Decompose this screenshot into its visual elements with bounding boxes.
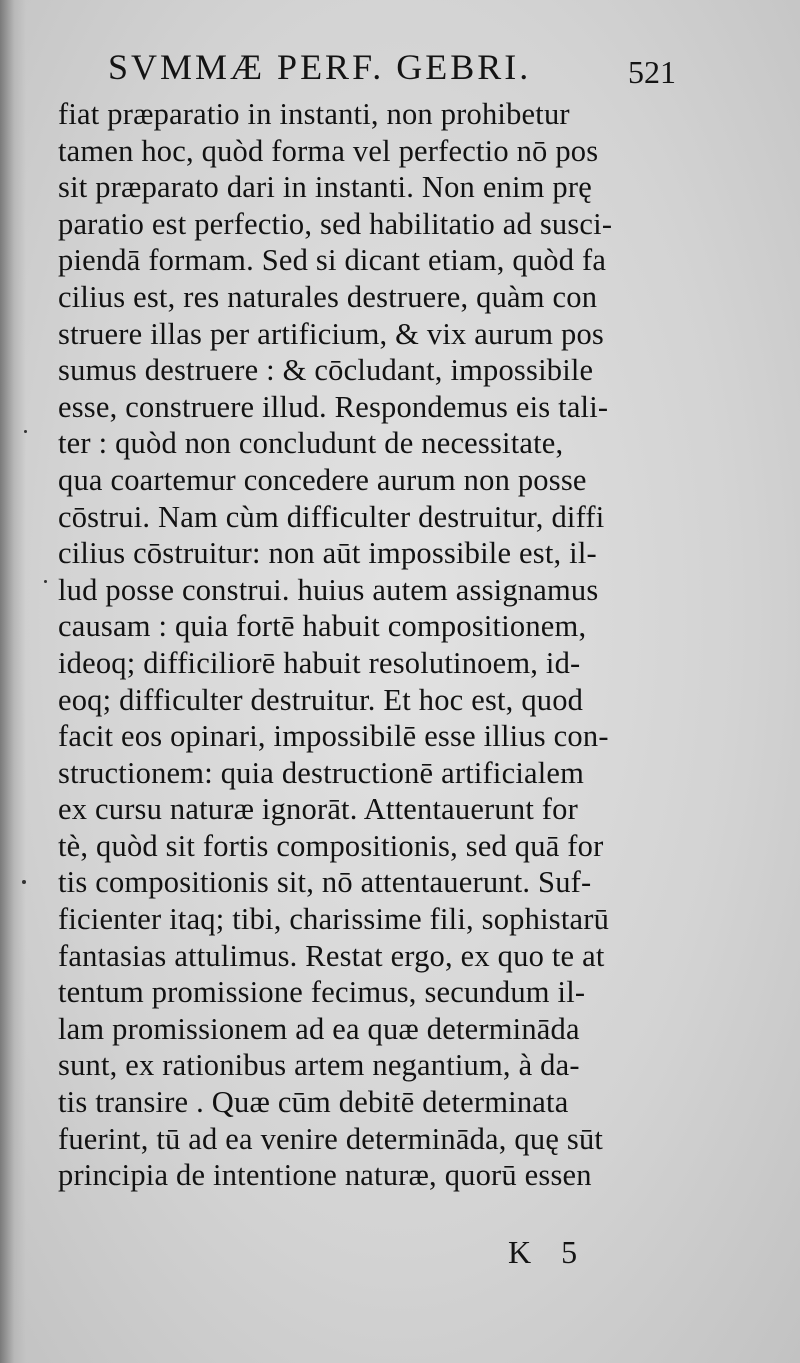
ink-speck: [24, 430, 27, 433]
ink-speck: [44, 580, 47, 583]
text-line: tamen hoc, quòd forma vel perfectio nō pos: [58, 133, 599, 168]
page-footer: [0, 1234, 800, 1284]
text-line: facit eos opinari, impossibilē esse illius con-: [58, 719, 609, 754]
text-line: fuerint, tū ad ea venire determināda, quę sūt: [58, 1121, 604, 1156]
text-line: struere illas per artificium, & vix aurum pos: [58, 316, 604, 351]
text-line: cōstrui. Nam cùm difficulter destruitur, diffi: [58, 499, 605, 534]
running-head: SVMMÆ PERF. GEBRI.: [108, 47, 532, 87]
text-line: lam promissionem ad ea quæ determināda: [58, 1011, 580, 1046]
text-line: principia de intentione naturæ, quorū essen: [58, 1158, 592, 1193]
page-number: 521: [628, 54, 676, 90]
text-line: ex cursu naturæ ignorāt. Attentauerunt for: [58, 792, 578, 827]
text-line: tis compositionis sit, nō attentauerunt. Suf-: [58, 865, 592, 900]
text-line: paratio est perfectio, sed habilitatio ad susci-: [58, 206, 613, 241]
text-line: ter : quòd non concludunt de necessitate,: [58, 426, 564, 461]
text-line: fiat præparatio in instanti, non prohibetur: [58, 97, 570, 131]
text-line: tis transire . Quæ cūm debitē determinata: [58, 1085, 569, 1120]
text-line: lud posse construi. huius autem assignamus: [58, 572, 599, 607]
signature-mark: K 5: [508, 1234, 578, 1270]
body-text: [58, 96, 698, 1194]
gutter-shadow: [0, 0, 26, 1363]
text-line: sumus destruere : & cōcludant, impossibile: [58, 353, 594, 388]
ink-speck: [22, 880, 26, 884]
text-line: esse, construere illud. Respondemus eis tali-: [58, 389, 609, 424]
page-header: [0, 40, 800, 100]
text-line: tentum promissione fecimus, secundum il-: [58, 975, 586, 1010]
text-line: cilius est, res naturales destruere, quàm con: [58, 279, 598, 314]
text-line: ideoq; difficiliorē habuit resolutinoem, id-: [58, 645, 581, 680]
text-line: tè, quòd sit fortis compositionis, sed quā for: [58, 828, 604, 863]
text-line: sunt, ex rationibus artem negantium, à da-: [58, 1048, 580, 1083]
text-line: qua coartemur concedere aurum non posse: [58, 462, 587, 497]
text-line: eoq; difficulter destruitur. Et hoc est, quod: [58, 682, 584, 717]
text-line: cilius cōstruitur: non aūt impossibile est, il-: [58, 536, 597, 571]
text-line: structionem: quia destructionē artificialem: [58, 755, 585, 790]
text-line: ficienter itaq; tibi, charissime fili, sophistarū: [58, 902, 610, 937]
text-line: sit præparato dari in instanti. Non enim prę: [58, 170, 592, 205]
text-line: causam : quia fortē habuit compositionem,: [58, 609, 587, 644]
text-line: fantasias attulimus. Restat ergo, ex quo te at: [58, 938, 605, 973]
text-line: piendā formam. Sed si dicant etiam, quòd fa: [58, 243, 607, 278]
